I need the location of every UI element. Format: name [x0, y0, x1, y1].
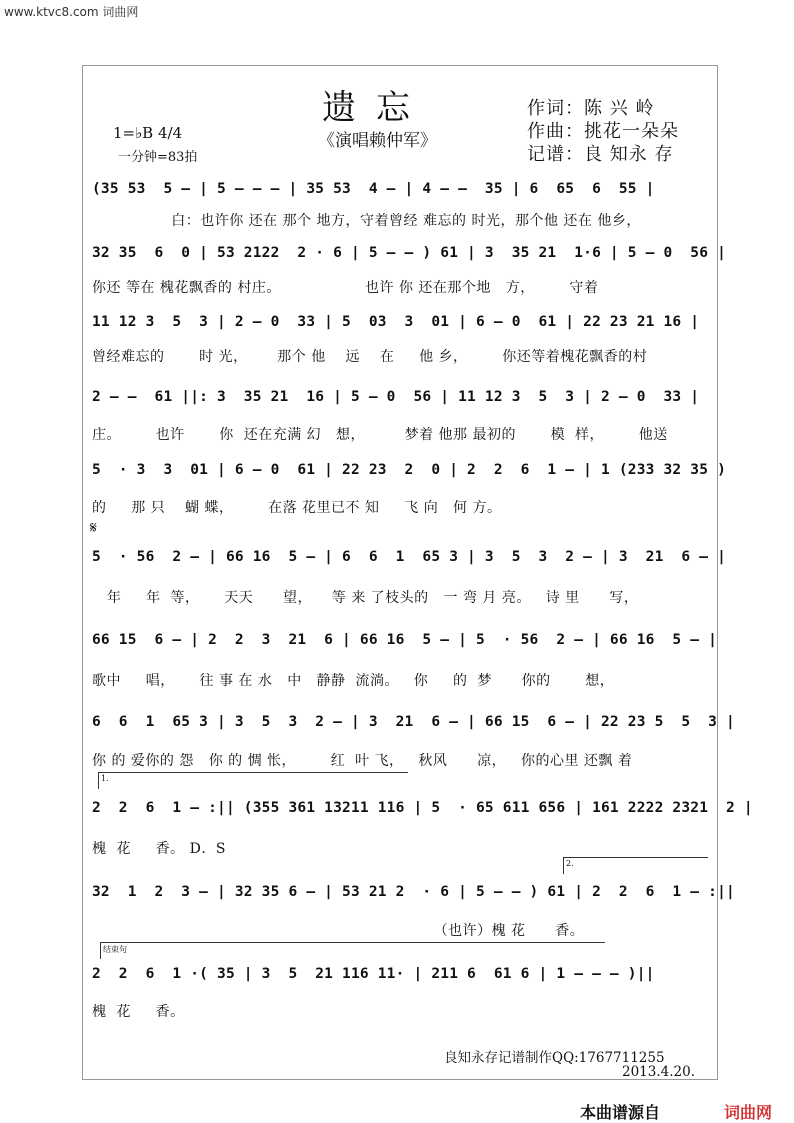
tempo-marking: 一分钟=83拍	[118, 150, 198, 165]
volta-1-bracket: 1.	[98, 772, 408, 789]
lyric-line: 年 年 等， 天天 望， 等 来 了枝头的 一 弯 月 亮。 诗 里 写，	[92, 590, 639, 606]
song-subtitle: 《演唱赖仲军》	[318, 131, 437, 151]
lyric-line: 槐 花 香。 D．S	[92, 841, 226, 857]
site-watermark: www.ktvc8.com 词曲网	[4, 5, 139, 19]
source-site-link[interactable]: 词曲网	[724, 1103, 773, 1122]
composer-credit: 作曲：挑花一朵朵	[527, 121, 679, 142]
notation-line: 11 12 3 5 3 | 2 – 0 33 | 5 03 3 01 | 6 – 0 61 | 22 23 21 16 |	[92, 314, 700, 330]
lyric-line: 你 的 爱你的 怨 你 的 惆 怅， 红 叶 飞， 秋风 凉， 你的心里 还飘 着	[92, 753, 633, 769]
volta-2-bracket: 2.	[563, 857, 708, 874]
transcriber-footer: 良知永存记谱制作QQ:1767711255	[444, 1050, 665, 1066]
lyric-line: （也许）槐 花 香。	[92, 923, 585, 939]
transcriber-credit: 记谱：良 知永 存	[527, 144, 674, 165]
song-title: 遗忘	[322, 88, 430, 128]
lyric-line: 歌中 唱， 往 事 在 水 中 静静 流淌。 你 的 梦 你的 想，	[92, 673, 615, 689]
notation-line: 2 2 6 1 – :|| (355 361 13211 116 | 5 · 65 611 656 | 161 2222 2321 2 |	[92, 800, 753, 816]
notation-line: (35 53 5 – | 5 – – – | 35 53 4 – | 4 – – 35 | 6 65 6 55 |	[92, 181, 655, 197]
lyricist-credit: 作词：陈 兴 岭	[527, 98, 655, 119]
source-label: 本曲谱源自	[580, 1103, 661, 1122]
notation-line: 66 15 6 – | 2 2 3 21 6 | 66 16 5 – | 5 · 56 2 – | 66 16 5 – |	[92, 632, 718, 648]
lyric-line: 白：也许你 还在 那个 地方，守着曾经 难忘的 时光，那个他 还在 他乡，	[92, 213, 641, 229]
lyric-line: 庄。 也许 你 还在充满 幻 想， 梦着 他那 最初的 模 样， 他送	[92, 427, 668, 443]
notation-line: 32 35 6 0 | 53 2122 2 · 6 | 5 – – ) 61 | 3 35 21 1·6 | 5 – 0 56 |	[92, 245, 727, 261]
segno-sign: 𝄋	[90, 518, 97, 537]
lyric-line: 槐 花 香。	[92, 1004, 185, 1020]
date-footer: 2013.4.20.	[622, 1064, 695, 1080]
lyric-line: 的 那 只 蝴 蝶， 在落 花里已不 知 飞 向 何 方。	[92, 500, 502, 516]
notation-line: 5 · 3 3 01 | 6 – 0 61 | 22 23 2 0 | 2 2 6 1 – | 1 (233 32 35 )	[92, 462, 727, 478]
coda-bracket: 结束句	[100, 942, 605, 959]
notation-line: 2 2 6 1 ·( 35 | 3 5 21 116 11· | 211 6 61 6 | 1 – – – )||	[92, 966, 655, 982]
key-signature: 1=♭B 4/4	[113, 124, 183, 142]
lyric-line: 你还 等在 槐花飘香的 村庄。 也许 你 还在那个地 方， 守着	[92, 280, 599, 296]
notation-line: 2 – – 61 ||: 3 35 21 16 | 5 – 0 56 | 11 12 3 5 3 | 2 – 0 33 |	[92, 389, 700, 405]
lyric-line: 曾经难忘的 时 光， 那个 他 远 在 他 乡， 你还等着槐花飘香的村	[92, 349, 648, 365]
notation-line: 5 · 56 2 – | 66 16 5 – | 6 6 1 65 3 | 3 5 3 2 – | 3 21 6 – |	[92, 549, 727, 565]
notation-line: 32 1 2 3 – | 32 35 6 – | 53 21 2 · 6 | 5 – – ) 61 | 2 2 6 1 – :||	[92, 884, 735, 900]
notation-line: 6 6 1 65 3 | 3 5 3 2 – | 3 21 6 – | 66 15 6 – | 22 23 5 5 3 |	[92, 714, 735, 730]
